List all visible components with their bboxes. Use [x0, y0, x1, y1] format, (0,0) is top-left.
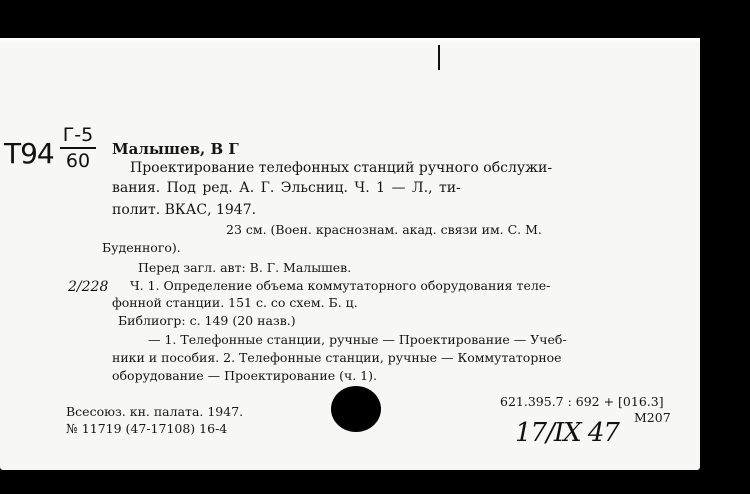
card-punch-hole — [331, 386, 381, 432]
series-note: Буденного). — [102, 240, 181, 255]
contents-line-2: фонной станции. 151 с. со схем. Б. ц. — [112, 295, 358, 310]
author-heading: Малышев, В Г — [112, 140, 239, 158]
title-line-1: Проектирование телефонных станций ручного обслужи- — [130, 160, 553, 176]
author-cipher: М207 — [634, 410, 671, 425]
author-note: Перед загл. авт: В. Г. Малышев. — [138, 260, 352, 275]
udc-classification: 621.395.7 : 692 + [016.3] — [500, 394, 664, 409]
contents-line-1: Ч. 1. Определение объема коммутаторного оборудования теле- — [130, 278, 551, 293]
title-line-2: вания. Под ред. А. Г. Эльсниц. Ч. 1 — Л., ти- — [112, 180, 461, 196]
subject-line-2: ники и пособия. 2. Телефонные станции, ручные — Коммутаторное — [112, 350, 562, 365]
shelf-mark-fraction — [60, 125, 96, 171]
shelf-num-top: Г-5 — [62, 124, 94, 146]
handwritten-note: 2/228 — [68, 279, 109, 295]
subject-line-1: — 1. Телефонные станции, ручные — Проектирование — Учеб- — [148, 332, 567, 347]
handwritten-date: 17/IX 47 — [515, 418, 619, 448]
record-number: № 11719 (47-17108) 16-4 — [66, 421, 228, 436]
subject-line-3: оборудование — Проектирование (ч. 1). — [112, 368, 377, 383]
shelf-mark-code: T94 — [4, 137, 54, 170]
pencil-tick-mark — [438, 45, 440, 70]
title-line-3: полит. ВКАС, 1947. — [112, 202, 257, 218]
publisher-imprint: Всесоюз. кн. палата. 1947. — [66, 404, 244, 419]
physical-description: 23 см. (Воен. краснознам. акад. связи им. С. М. — [226, 222, 542, 237]
fraction-bar — [60, 147, 96, 149]
shelf-num-bottom: 60 — [65, 150, 91, 172]
bibliography-note: Библиогр: с. 149 (20 назв.) — [118, 313, 296, 328]
